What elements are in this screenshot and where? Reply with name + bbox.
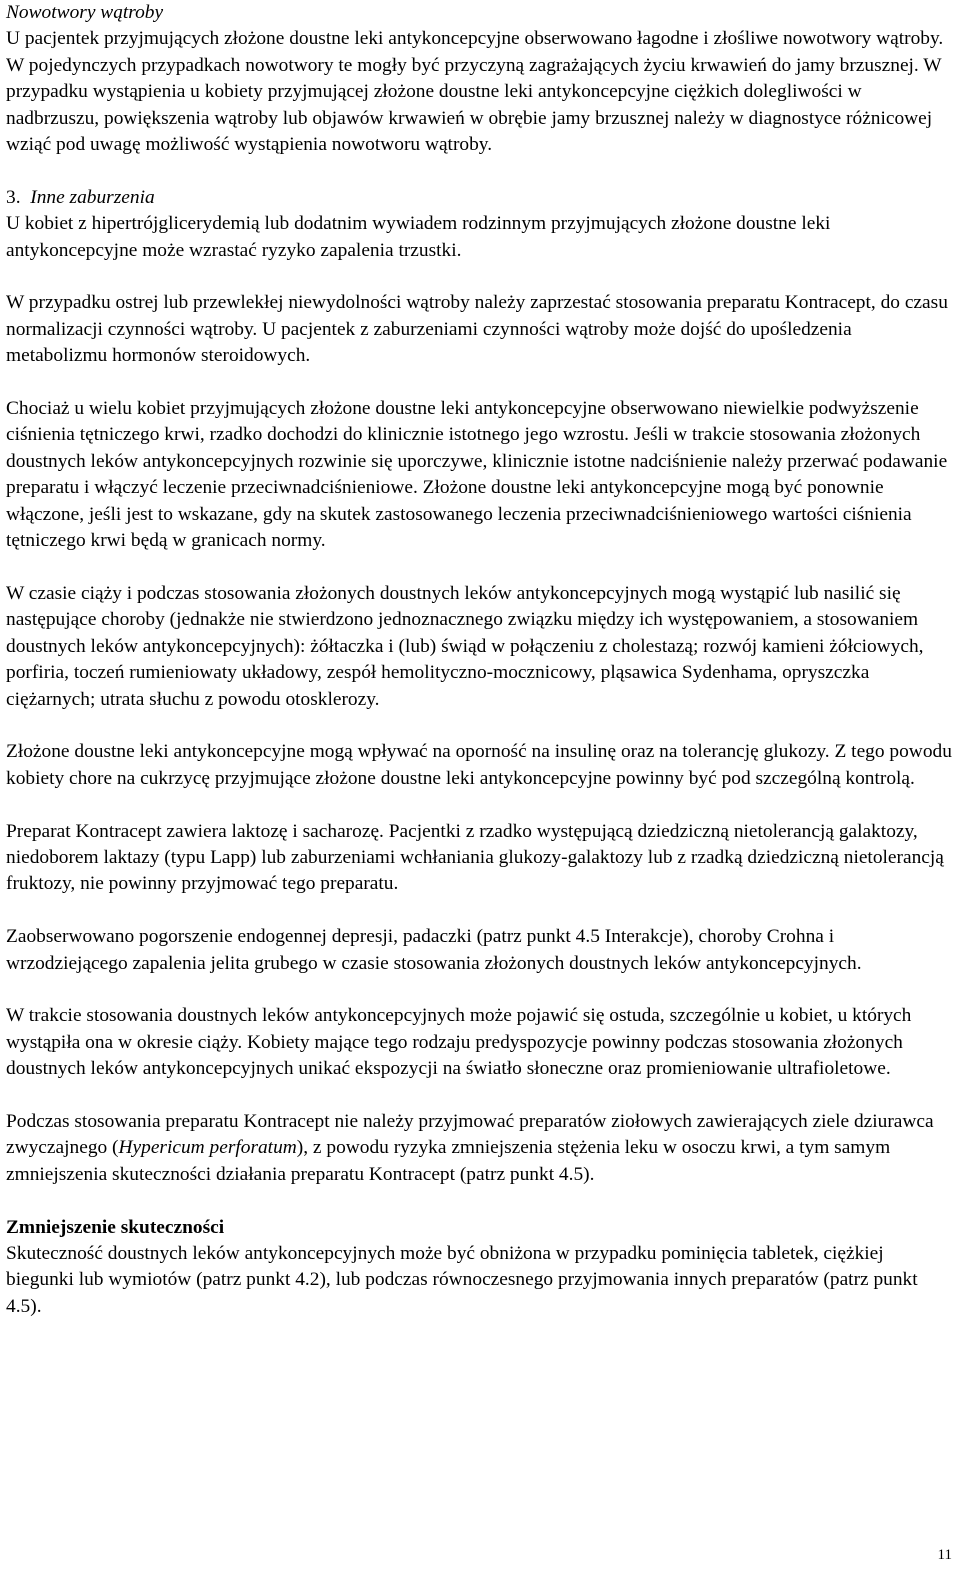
paragraph-blood-pressure: Chociaż u wielu kobiet przyjmujących złożone doustne leki antykoncepcyjne obserwowano niewielkie podwyższenie ciśnienia tętniczego krwi, rzadko dochodzi do klinicznie istotnego jego wzrostu. Jeśli w trakcie stosowania złożonych doustnych leków antykoncepcyjnych rozwinie się uporczywe, klinicznie istotne nadciśnienie należy przerwać podawanie preparatu i włączyć leczenie przeciwnadciśnieniowe. Złożone doustne leki antykoncepcyjne mogą być ponownie włączone, jeśli jest to wskazane, gdy na skutek zastosowanego leczenia przeciwnadciśnieniowego wartości ciśnienia tętniczego krwi będą w granicach normy. [6,398,948,552]
paragraph-pregnancy-diseases: W czasie ciąży i podczas stosowania złożonych doustnych leków antykoncepcyjnych mogą wystąpić lub nasilić się następujące choroby (jednakże nie stwierdzono jednoznacznego związku między ich występowaniem, a stosowaniem doustnych leków antykoncepcyjnych): żółtaczka i (lub) świąd w połączeniu z cholestazą; rozwój kamieni żółciowych, porfiria, toczeń rumieniowaty układowy, zespół hemolityczno-mocznicowy, pląsawica Sydenhama, opryszczka ciężarnych; utrata słuchu z powodu otosklerozy. [6,582,924,710]
paragraph-text: U kobiet z hipertrójglicerydemią lub dodatnim wywiadem rodzinnym przyjmujących złożone doustne leki antykoncepcyjne może wzrastać ryzyko zapalenia trzustki. [6,213,831,261]
latin-name: Hypericum perforatum [118,1137,297,1159]
paragraph-text: U pacjentek przyjmujących złożone doustne leki antykoncepcyjne obserwowano łagodne i złośliwe nowotwory wątroby. W pojedynczych przypadkach nowotwory te mogły być przyczyną zagrażających życiu krwawień do jamy brzusznej. W przypadku wystąpienia u kobiety przyjmującej złożone doustne leki antykoncepcyjne ciężkich dolegliwości w nadbrzuszu, powiększenia wątroby lub objawów krwawień w obrębie jamy brzusznej należy w diagnostyce różnicowej wziąć pod uwagę możliwość wystąpienia nowotworu wątroby. [6,28,944,156]
paragraph-text: Podczas stosowania preparatu Kontracept nie należy przyjmować preparatów ziołowych zawierających ziele dziurawca zwyczajnego ( [6,1110,934,1159]
paragraph-liver-failure: W przypadku ostrej lub przewlekłej niewydolności wątroby należy zaprzestać stosowania preparatu Kontracept, do czasu normalizacji czynności wątroby. U pacjentek z zaburzeniami czynności wątroby może dojść do upośledzenia metabolizmu hormonów steroidowych. [6,292,948,367]
section-other-disorders [6,185,956,264]
page-number: 11 [937,1547,952,1563]
section-reduced-efficacy [6,1215,956,1321]
paragraph-text: Skuteczność doustnych leków antykoncepcyjnych może być obniżona w przypadku pominięcia tabletek, ciężkiej biegunki lub wymiotów (patrz punkt 4.2), lub podczas równoczesnego przyjmowania innych preparatów (patrz punkt 4.5). [6,1242,918,1317]
paragraph-depression: Zaobserwowano pogorszenie endogennej depresji, padaczki (patrz punkt 4.5 Interakcje), choroby Crohna i wrzodziejącego zapalenia jelita grubego w czasie stosowania złożonych doustnych leków antykoncepcyjnych. [6,926,862,974]
section-heading: Nowotwory wątroby [6,2,164,23]
paragraph-lactose: Preparat Kontracept zawiera laktozę i sacharozę. Pacjentki z rzadko występującą dziedziczną nietolerancją galaktozy, niedoborem laktazy (typu Lapp) lub zaburzeniami wchłaniania glukozy-galaktozy lub z rzadką dziedziczną nietolerancją fruktozy, nie powinny przyjmować tego preparatu. [6,820,944,895]
section-number: 3. [6,186,21,208]
paragraph-insulin: Złożone doustne leki antykoncepcyjne mogą wpływać na oporność na insulinę oraz na tolerancję glukozy. Z tego powodu kobiety chore na cukrzycę przyjmujące złożone doustne leki antykoncepcyjne powinny być pod szczególną kontrolą. [6,741,952,789]
section-liver-tumors [6,0,956,158]
paragraph-chloasma: W trakcie stosowania doustnych leków antykoncepcyjnych może pojawić się ostuda, szczególnie u kobiet, u których wystąpiła ona w okresie ciąży. Kobiety mające tego rodzaju predyspozycje powinny podczas stosowania złożonych doustnych leków antykoncepcyjnych unikać ekspozycji na światło słoneczne oraz promieniowanie ultrafioletowe. [6,1005,912,1080]
document-page [6,0,956,1347]
section-heading: Zmniejszenie skuteczności [6,1216,225,1238]
section-heading [6,185,956,211]
paragraph-text: ), z powodu ryzyka zmniejszenia stężenia leku w osoczu krwi, a tym samym zmniejszenia skuteczności działania preparatu Kontracept (patrz punkt 4.5). [6,1137,891,1185]
section-heading-text: Inne zaburzenia [30,186,155,208]
paragraph-hypericum [6,1109,956,1188]
